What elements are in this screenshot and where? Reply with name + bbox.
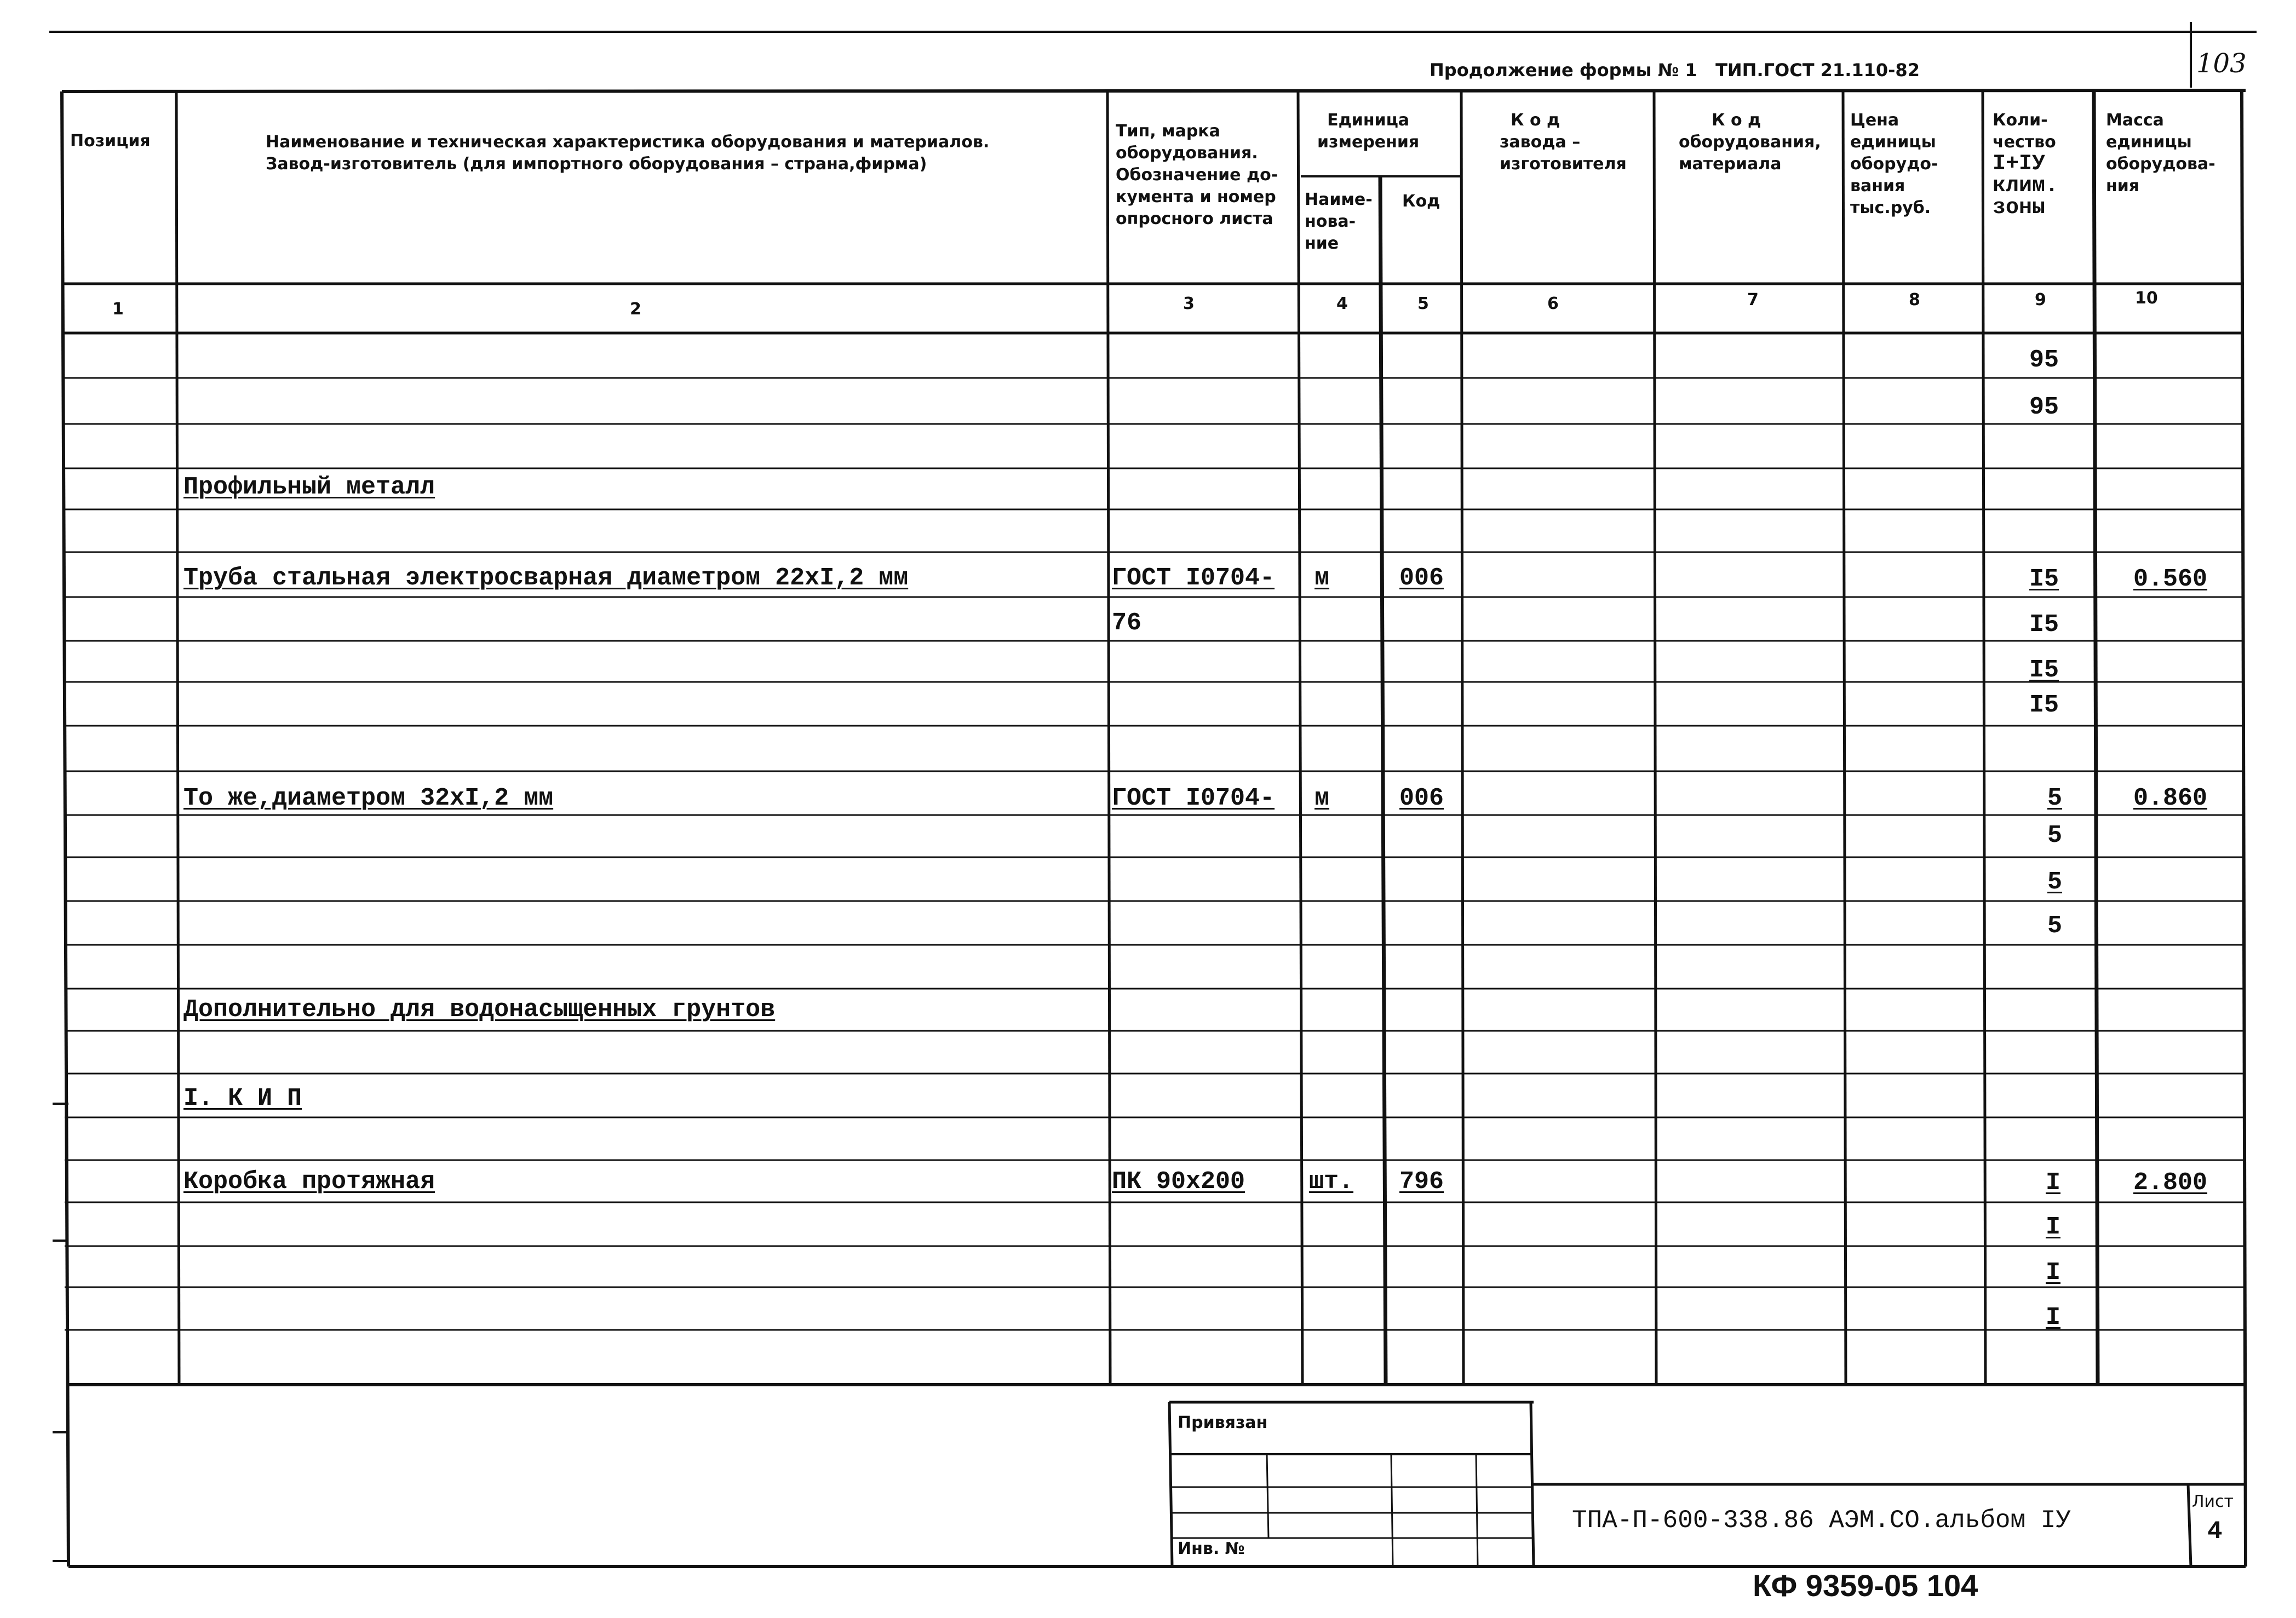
section-title-profile: Профильный металл [183, 473, 435, 501]
col-9-header: Коли- чество I+IУ клим. зоны [1993, 111, 2059, 220]
col-num-6: 6 [1547, 294, 1559, 313]
col-num-1: 1 [112, 300, 124, 319]
col-7-header: К о д оборудования, материала [1679, 111, 1821, 174]
unit-cell: м [1315, 784, 1330, 812]
item-name-pipe-22: Труба стальная электросварная диаметром 22хI,2 мм [183, 564, 909, 592]
col-6-header: К о д завода – изготовителя [1500, 111, 1627, 174]
unit-cell: м [1315, 564, 1330, 592]
qty-cell: 5 [2047, 784, 2063, 812]
sheet-label: Лист [2192, 1492, 2234, 1511]
mass-cell: 2.800 [2133, 1169, 2208, 1197]
qty-cell: 5 [2047, 868, 2063, 896]
qty-cell: I [2046, 1259, 2061, 1287]
qty-cell: I [2046, 1304, 2061, 1332]
item-name-pipe-32: То же,диаметром 32хI,2 мм [183, 784, 554, 812]
col-10-header: Масса единицы оборудова- ния [2106, 111, 2215, 196]
qty-cell: 5 [2047, 822, 2063, 850]
code-cell: 006 [1399, 564, 1444, 592]
qty-cell: I5 [2029, 691, 2059, 719]
qty-cell: 95 [2029, 393, 2059, 421]
qty-cell: 95 [2029, 346, 2059, 374]
col-5-header: Код [1402, 192, 1440, 211]
section-title-kip: I. К И П [183, 1085, 302, 1112]
code-cell: 006 [1399, 784, 1444, 812]
mass-cell: 0.560 [2133, 565, 2208, 593]
mass-cell: 0.860 [2133, 784, 2208, 812]
qty-cell: I [2046, 1213, 2061, 1241]
doc-cell: ГОСТ I0704- [1112, 564, 1275, 592]
stamp-inv-label: Инв. № [1178, 1539, 1245, 1558]
qty-cell: I5 [2029, 611, 2059, 639]
doc-cell: ПК 90х200 [1112, 1168, 1245, 1196]
section-title-extra: Дополнительно для водонасыщенных грунтов [183, 996, 776, 1024]
col-num-5: 5 [1417, 294, 1429, 313]
handwritten-page-number: 103 [2196, 48, 2247, 79]
qty-cell: I5 [2029, 656, 2059, 684]
standard-label: ТИП.ГОСТ 21.110-82 [1715, 60, 1920, 81]
col-num-2: 2 [630, 300, 641, 319]
col-2-header-line1: Наименование и техническая характеристика оборудования и материалов. [266, 133, 990, 152]
qty-cell: I [2046, 1169, 2061, 1197]
col-4-header: Наиме- нова- ние [1305, 190, 1373, 253]
doc-cell-cont: 76 [1112, 609, 1142, 637]
doc-cell: ГОСТ I0704- [1112, 784, 1275, 812]
col-3-header: Тип, марка оборудования. Обозначение до- кумента и номер опросного листа [1116, 122, 1278, 228]
handwritten-archive-number: КФ 9359-05 104 [1753, 1568, 1978, 1603]
stamp-attached-label: Привязан [1178, 1413, 1268, 1432]
col-num-4: 4 [1336, 294, 1348, 313]
col-num-10: 10 [2135, 289, 2158, 308]
unit-cell: шт. [1309, 1168, 1354, 1196]
item-name-box: Коробка протяжная [183, 1168, 435, 1196]
sheet-number: 4 [2207, 1517, 2223, 1546]
continuation-label: Продолжение формы № 1 ТИП.ГОСТ 21.110-82 [1430, 60, 1920, 81]
qty-cell: 5 [2047, 912, 2063, 940]
unit-group-header: Единица измерения [1317, 111, 1420, 152]
col-1-header: Позиция [70, 131, 151, 151]
col-8-header: Цена единицы оборудо- вания тыс.руб. [1850, 111, 1938, 217]
qty-cell: I5 [2029, 565, 2059, 593]
col-num-9: 9 [2035, 290, 2046, 309]
col-num-3: 3 [1183, 294, 1195, 313]
col-2-header-line2: Завод-изготовитель (для импортного оборудования – страна,фирма) [266, 154, 927, 174]
document-code: ТПА-П-600-338.86 АЭМ.СО.альбом IУ [1572, 1506, 2071, 1535]
col-num-7: 7 [1747, 290, 1759, 309]
col-num-8: 8 [1909, 290, 1920, 309]
code-cell: 796 [1399, 1168, 1444, 1196]
